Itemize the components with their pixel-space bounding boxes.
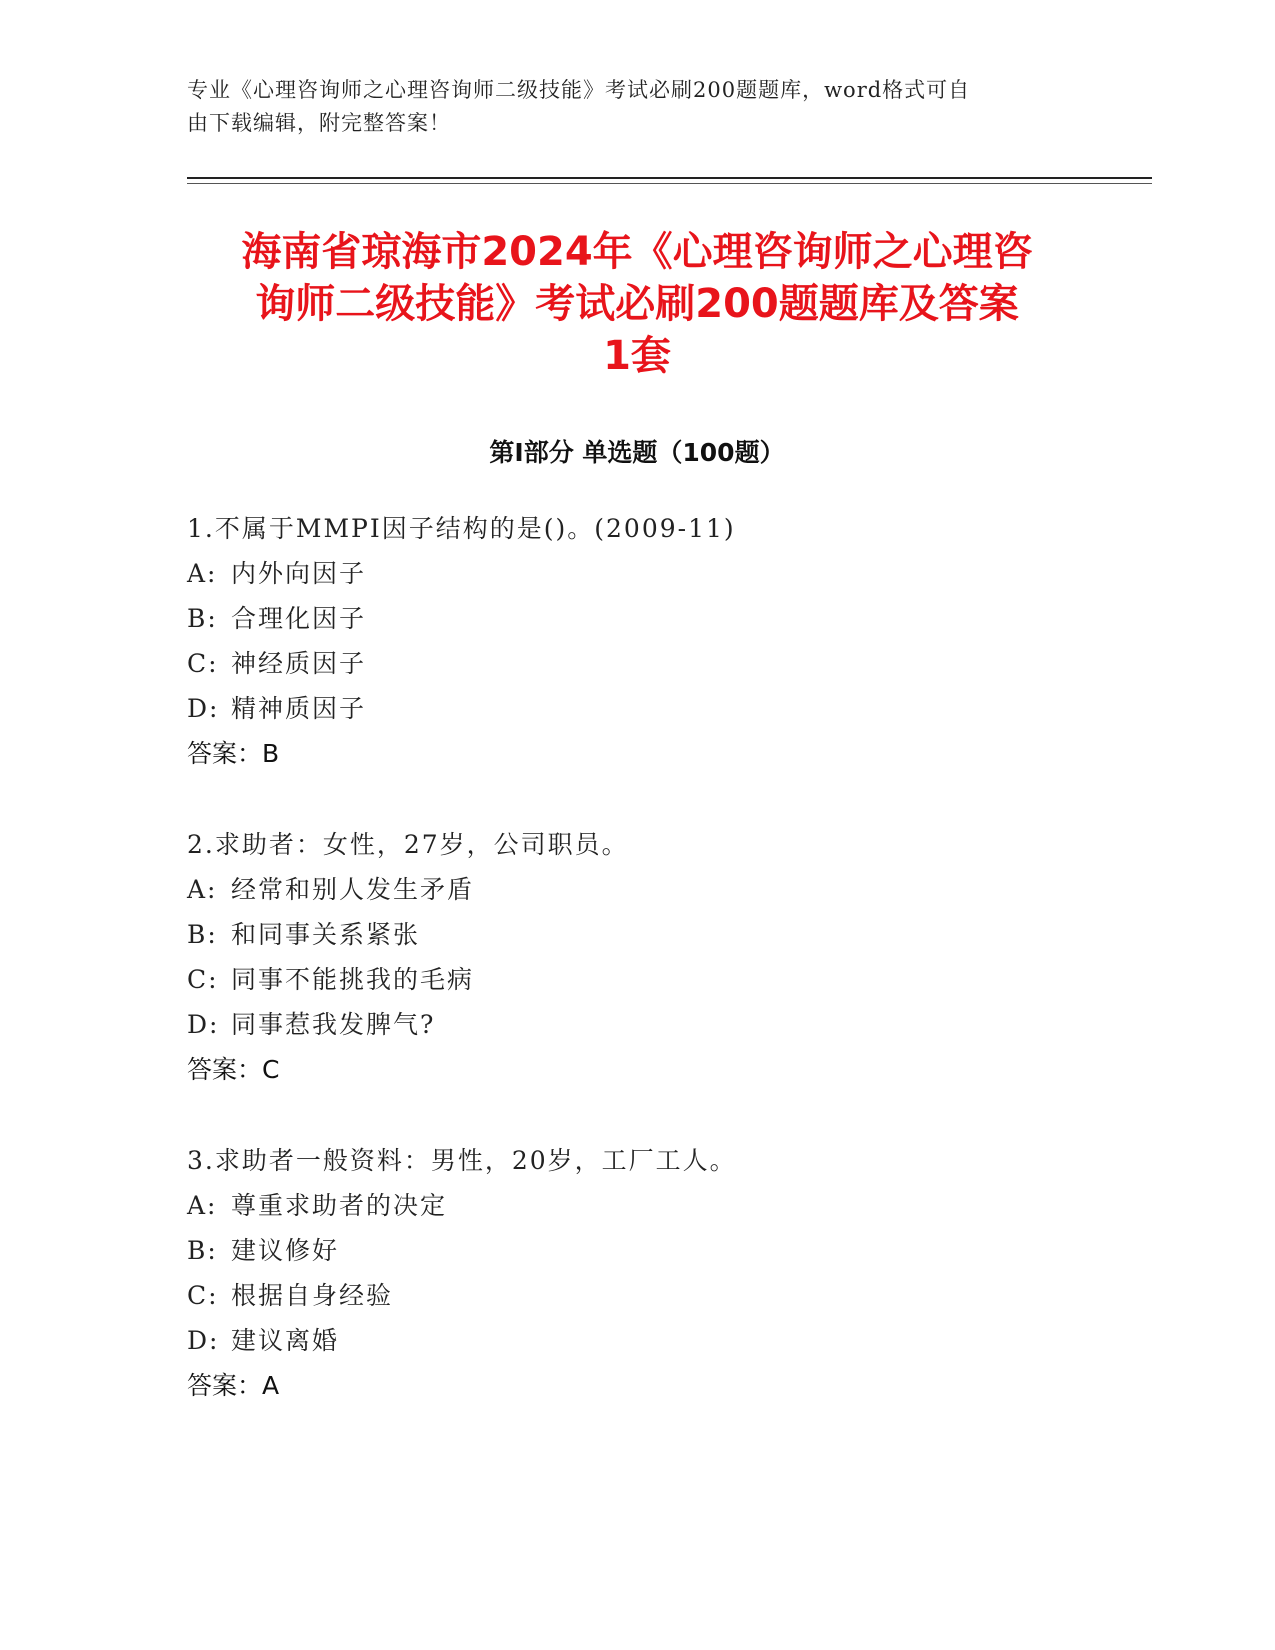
option-key: A:	[187, 875, 218, 904]
option-text: 建议离婚	[231, 1326, 340, 1355]
option-text: 精神质因子	[231, 694, 367, 723]
option-text: 尊重求助者的决定	[231, 1191, 448, 1220]
option-key: B:	[187, 604, 218, 633]
answer-line: 答案：C	[187, 1055, 280, 1084]
option-b	[187, 596, 1137, 641]
option-key: D:	[187, 694, 220, 723]
option-a	[187, 551, 1137, 596]
option-text: 和同事关系紧张	[231, 920, 421, 949]
document-title-line-2: 询师二级技能》考试必刷200题题库及答案	[255, 281, 1019, 327]
question-stem: 3.求助者一般资料：男性，20岁，工厂工人。	[187, 1146, 737, 1175]
question-1	[187, 506, 1137, 776]
question-stem: 1.不属于MMPI因子结构的是()。(2009-11)	[187, 514, 736, 543]
question-3	[187, 1138, 1137, 1408]
option-text: 内外向因子	[231, 559, 367, 588]
option-d	[187, 1002, 1137, 1047]
option-text: 建议修好	[231, 1236, 340, 1265]
document-title	[187, 226, 1087, 382]
option-text: 经常和别人发生矛盾	[231, 875, 475, 904]
option-text: 同事惹我发脾气?	[231, 1010, 436, 1039]
option-b	[187, 912, 1137, 957]
document-title-line-3: 1套	[603, 333, 671, 379]
option-key: C:	[187, 1281, 219, 1310]
option-c	[187, 957, 1137, 1002]
option-c	[187, 1273, 1137, 1318]
option-text: 同事不能挑我的毛病	[231, 965, 475, 994]
option-text: 神经质因子	[231, 649, 367, 678]
option-text: 根据自身经验	[231, 1281, 394, 1310]
option-text: 合理化因子	[231, 604, 367, 633]
option-key: C:	[187, 965, 219, 994]
option-key: B:	[187, 920, 218, 949]
header-rule-thin	[187, 183, 1152, 184]
option-a	[187, 867, 1137, 912]
option-b	[187, 1228, 1137, 1273]
option-key: A:	[187, 1191, 218, 1220]
answer-line: 答案：A	[187, 1371, 280, 1400]
header-note-line-1: 专业《心理咨询师之心理咨询师二级技能》考试必刷200题题库，word格式可自	[187, 78, 971, 102]
answer-line: 答案：B	[187, 739, 280, 768]
section-title: 第Ⅰ部分 单选题（100题）	[489, 438, 785, 467]
option-key: A:	[187, 559, 218, 588]
question-2	[187, 822, 1137, 1092]
option-key: D:	[187, 1010, 220, 1039]
option-key: B:	[187, 1236, 218, 1265]
document-title-line-1: 海南省琼海市2024年《心理咨询师之心理咨	[241, 229, 1033, 275]
header-rule-thick	[187, 177, 1152, 179]
option-a	[187, 1183, 1137, 1228]
option-d	[187, 686, 1137, 731]
header-note	[187, 74, 1087, 140]
header-note-line-2: 由下载编辑，附完整答案！	[187, 111, 451, 135]
option-key: C:	[187, 649, 219, 678]
option-d	[187, 1318, 1137, 1363]
option-c	[187, 641, 1137, 686]
question-stem: 2.求助者：女性，27岁，公司职员。	[187, 830, 629, 859]
option-key: D:	[187, 1326, 220, 1355]
